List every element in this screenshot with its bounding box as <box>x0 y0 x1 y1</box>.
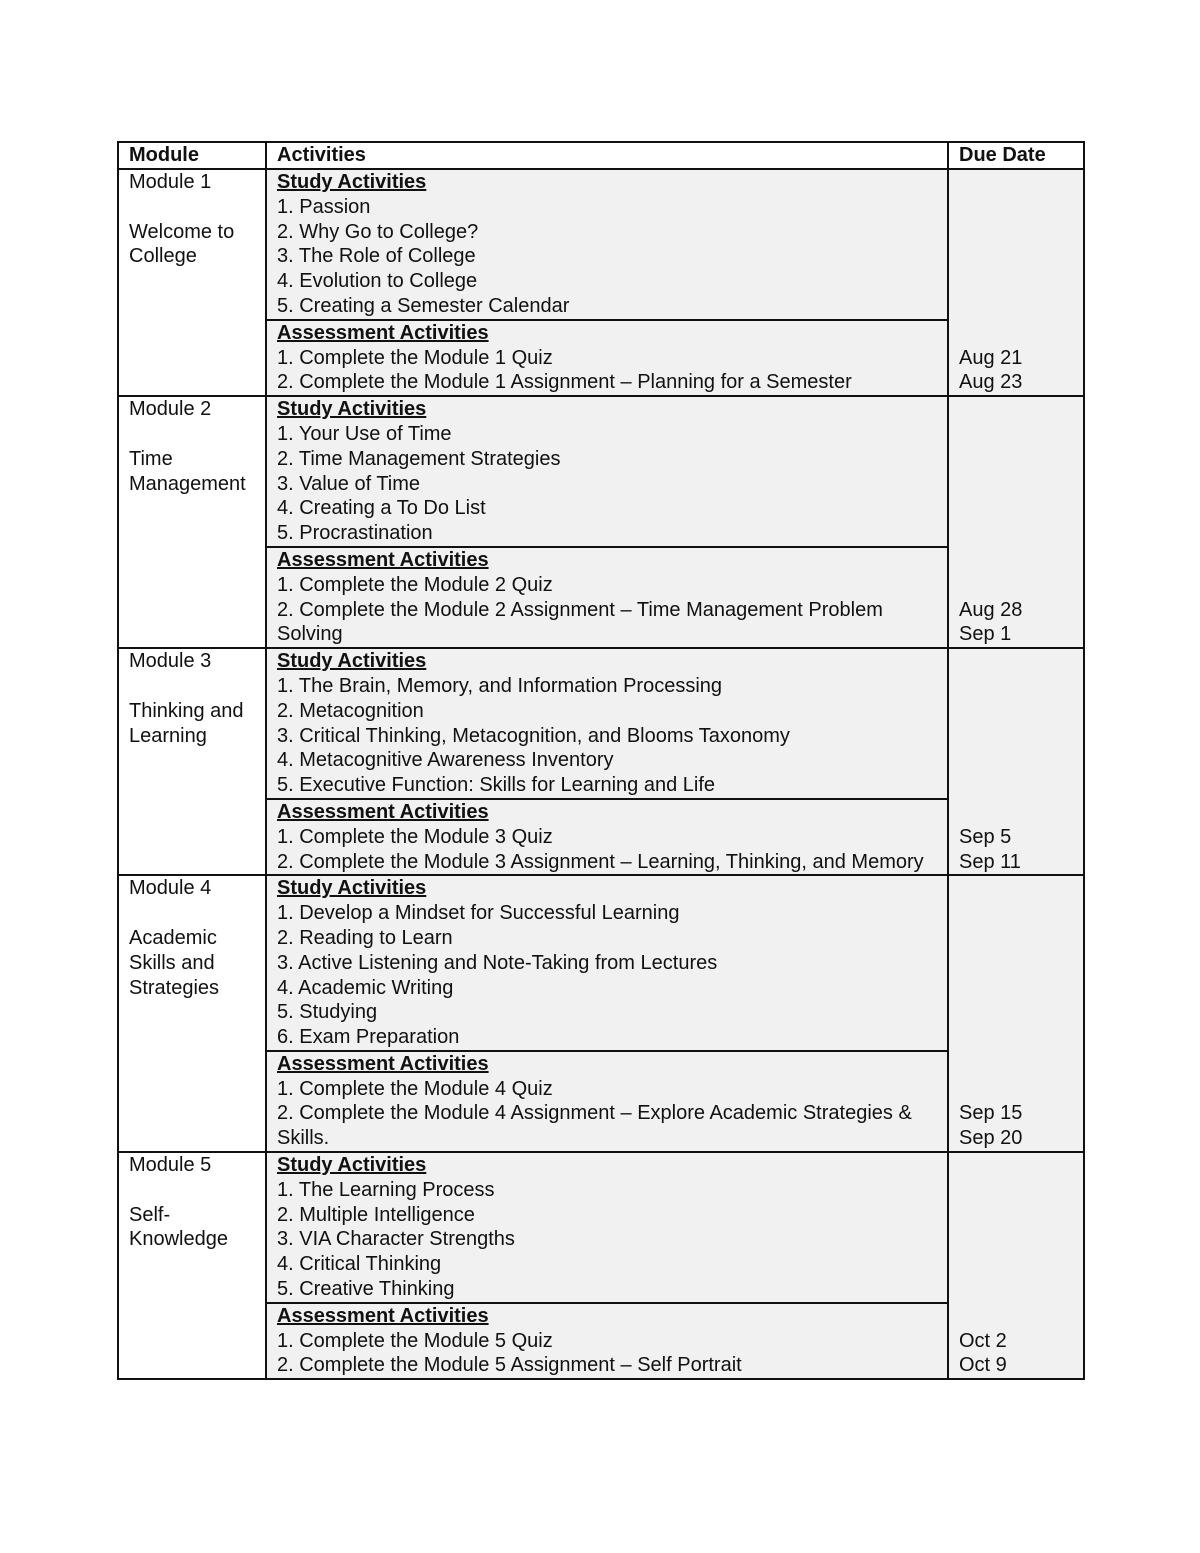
module-cell <box>118 396 266 648</box>
course-schedule-table <box>117 141 1085 1380</box>
assessment-activity-item: 2. Complete the Module 1 Assignment – Planning for a Semester <box>277 371 852 394</box>
study-activity-item: 3. Active Listening and Note-Taking from Lectures <box>277 951 718 974</box>
study-activities-heading: Study Activities <box>277 1154 427 1177</box>
assessment-activities-cell <box>266 547 948 648</box>
assessment-activities-cell <box>266 1051 948 1152</box>
study-activity-item: 3. VIA Character Strengths <box>277 1228 515 1251</box>
study-activity-item: 2. Why Go to College? <box>277 220 479 243</box>
due-date: Oct 2 <box>959 1329 1007 1352</box>
study-activity-item: 1. Develop a Mindset for Successful Learning <box>277 902 680 925</box>
assessment-activity-item: 1. Complete the Module 3 Quiz <box>277 825 553 848</box>
assessment-activity-item: 1. Complete the Module 1 Quiz <box>277 346 553 369</box>
study-activities-cell <box>266 1152 948 1303</box>
assessment-activities-cell <box>266 799 948 875</box>
module-number: Module 1 <box>129 171 212 193</box>
module-name-line: Knowledge <box>129 1228 228 1251</box>
module-number: Module 2 <box>129 398 212 421</box>
due-date-cell <box>948 875 1084 1152</box>
module-name-line: Skills and <box>129 951 215 974</box>
study-activities-cell <box>266 648 948 799</box>
study-activity-item: 4. Evolution to College <box>277 270 478 293</box>
module-name-line: Welcome to <box>129 220 235 243</box>
module-name-line: Strategies <box>129 976 220 999</box>
module-study-row <box>118 875 1084 1051</box>
due-date: Sep 15 <box>959 1102 1023 1125</box>
study-activity-item: 5. Creative Thinking <box>277 1278 455 1301</box>
due-date: Oct 9 <box>959 1354 1007 1377</box>
spacer <box>129 901 255 926</box>
due-date: Aug 21 <box>959 346 1023 369</box>
due-date-cell <box>948 1152 1084 1379</box>
header-activities: Activities <box>266 142 948 169</box>
study-activity-item: 3. Value of Time <box>277 472 421 495</box>
study-activity-item: 1. The Learning Process <box>277 1178 495 1201</box>
study-activity-item: 4. Creating a To Do List <box>277 497 486 520</box>
module-name-line: Management <box>129 472 246 495</box>
study-activities-heading: Study Activities <box>277 877 427 900</box>
assessment-activities-heading: Assessment Activities <box>277 1304 489 1327</box>
table-header-row <box>118 142 1084 169</box>
module-name-line: Academic <box>129 926 217 949</box>
due-date: Sep 5 <box>959 825 1012 848</box>
study-activity-item: 1. The Brain, Memory, and Information Processing <box>277 674 723 697</box>
assessment-activities-heading: Assessment Activities <box>277 800 489 823</box>
module-cell <box>118 875 266 1152</box>
study-activity-item: 2. Multiple Intelligence <box>277 1203 475 1226</box>
module-number: Module 5 <box>129 1154 212 1177</box>
assessment-activity-item: 2. Complete the Module 3 Assignment – Learning, Thinking, and Memory <box>277 850 924 873</box>
assessment-activities-heading: Assessment Activities <box>277 548 489 571</box>
study-activities-heading: Study Activities <box>277 650 427 673</box>
due-date-cell <box>948 648 1084 875</box>
study-activities-cell <box>266 875 948 1051</box>
due-date: Sep 20 <box>959 1127 1023 1150</box>
due-date: Aug 28 <box>959 598 1023 621</box>
study-activity-item: 2. Time Management Strategies <box>277 447 561 470</box>
study-activities-cell <box>266 169 948 320</box>
module-name-line: College <box>129 245 197 268</box>
header-due-date: Due Date <box>948 142 1084 169</box>
study-activity-item: 2. Metacognition <box>277 699 424 722</box>
schedule-body <box>118 169 1084 1379</box>
assessment-activities-heading: Assessment Activities <box>277 321 489 344</box>
spacer <box>129 422 255 447</box>
module-cell <box>118 1152 266 1379</box>
study-activities-heading: Study Activities <box>277 398 427 421</box>
study-activity-item: 5. Procrastination <box>277 522 433 545</box>
spacer <box>129 1178 255 1203</box>
module-cell <box>118 169 266 396</box>
due-date-cell <box>948 396 1084 648</box>
assessment-activities-cell <box>266 320 948 396</box>
study-activity-item: 6. Exam Preparation <box>277 1026 460 1049</box>
study-activity-item: 5. Studying <box>277 1001 378 1024</box>
spacer <box>129 674 255 699</box>
module-number: Module 3 <box>129 650 212 673</box>
assessment-activity-item: 2. Complete the Module 5 Assignment – Self Portrait <box>277 1354 742 1377</box>
study-activity-item: 4. Critical Thinking <box>277 1253 442 1276</box>
module-study-row <box>118 1152 1084 1303</box>
assessment-activity-item: 1. Complete the Module 2 Quiz <box>277 573 553 596</box>
module-name-line: Thinking and <box>129 699 244 722</box>
study-activity-item: 5. Executive Function: Skills for Learning and Life <box>277 774 716 797</box>
study-activity-item: 5. Creating a Semester Calendar <box>277 294 570 317</box>
header-module: Module <box>118 142 266 169</box>
assessment-activity-item: 2. Complete the Module 4 Assignment – Explore Academic Strategies & Skills. <box>277 1102 912 1150</box>
module-study-row <box>118 396 1084 547</box>
module-study-row <box>118 648 1084 799</box>
study-activity-item: 4. Academic Writing <box>277 976 454 999</box>
due-date: Aug 23 <box>959 371 1023 394</box>
spacer <box>129 195 255 220</box>
study-activity-item: 1. Your Use of Time <box>277 422 452 445</box>
study-activity-item: 3. The Role of College <box>277 245 476 268</box>
study-activity-item: 3. Critical Thinking, Metacognition, and Blooms Taxonomy <box>277 724 790 747</box>
assessment-activities-heading: Assessment Activities <box>277 1052 489 1075</box>
assessment-activity-item: 1. Complete the Module 4 Quiz <box>277 1077 553 1100</box>
due-date: Sep 11 <box>959 850 1021 873</box>
study-activity-item: 4. Metacognitive Awareness Inventory <box>277 749 614 772</box>
study-activity-item: 2. Reading to Learn <box>277 926 453 949</box>
due-date-cell <box>948 169 1084 396</box>
module-cell <box>118 648 266 875</box>
study-activities-heading: Study Activities <box>277 171 427 193</box>
due-date: Sep 1 <box>959 623 1012 646</box>
module-study-row <box>118 169 1084 320</box>
module-number: Module 4 <box>129 877 212 900</box>
module-name-line: Learning <box>129 724 207 747</box>
study-activity-item: 1. Passion <box>277 195 371 218</box>
assessment-activities-cell <box>266 1303 948 1379</box>
study-activities-cell <box>266 396 948 547</box>
module-name-line: Self- <box>129 1203 171 1226</box>
assessment-activity-item: 2. Complete the Module 2 Assignment – Time Management Problem Solving <box>277 598 883 646</box>
assessment-activity-item: 1. Complete the Module 5 Quiz <box>277 1329 553 1352</box>
module-name-line: Time <box>129 447 173 470</box>
